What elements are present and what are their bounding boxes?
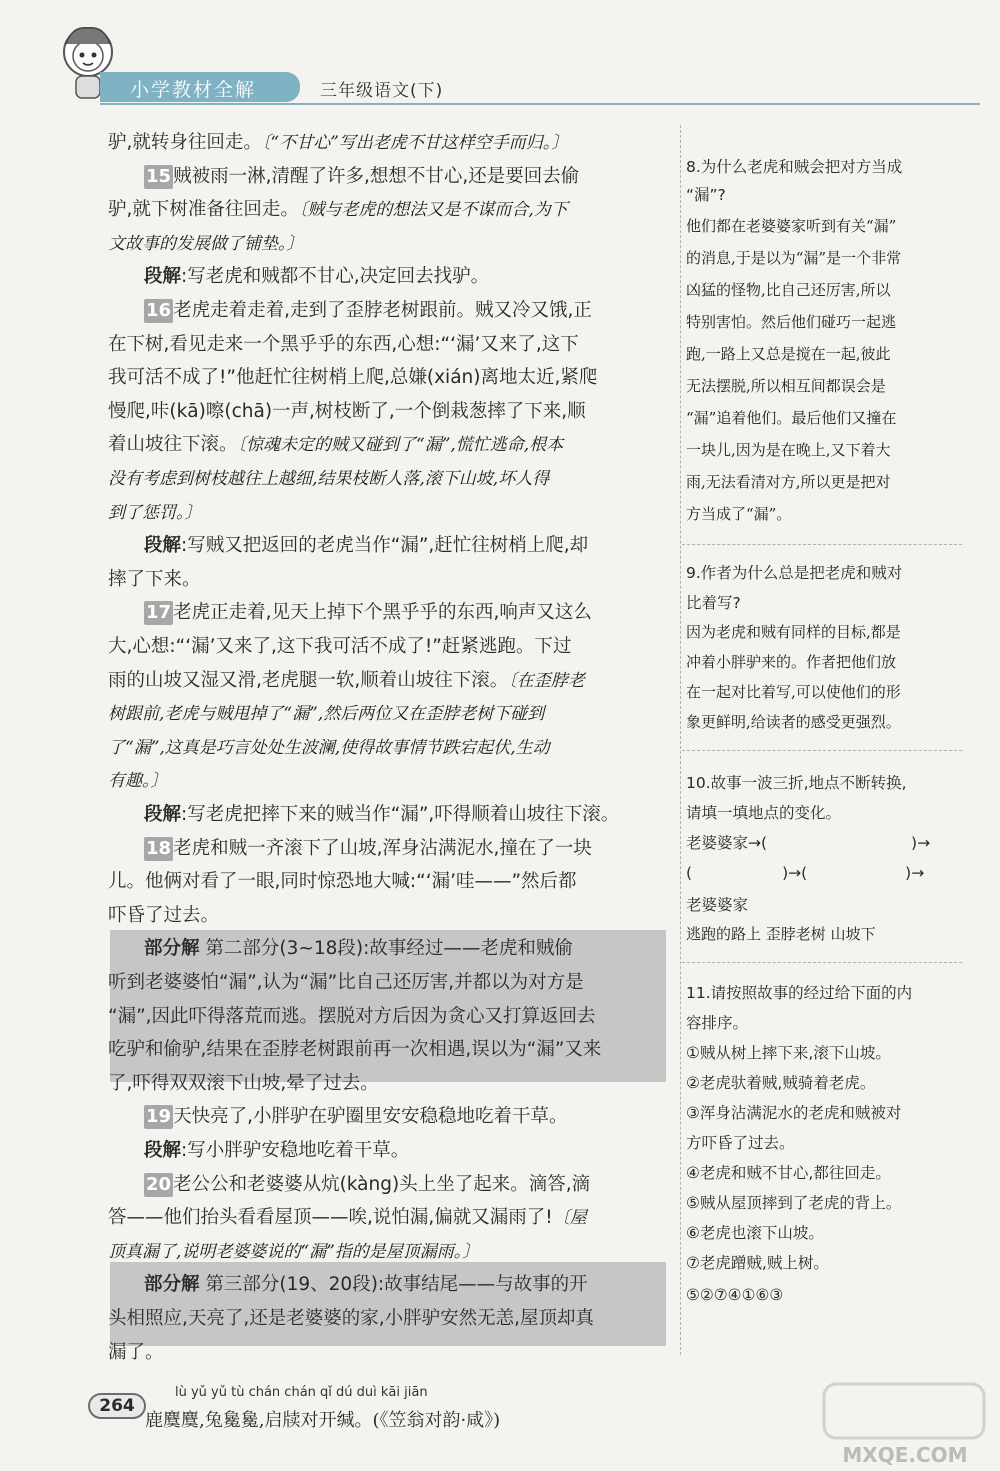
text-line [108,630,571,664]
q11-item: ⑦老虎蹭贼,贼上树。 [686,1254,829,1272]
text-line [108,1235,479,1269]
text-line [108,697,544,731]
annotation-text: 〔在歪脖老 [508,670,585,691]
a8-line: 一块儿,因为是在晚上,又下着大 [686,441,891,459]
q11-item: ④老虎和贼不甘心,都往回走。 [686,1164,891,1182]
text-line [108,160,579,194]
text-line [108,865,577,899]
q11-line-1: 11.请按照故事的经过给下面的内 [686,984,913,1002]
book-title: 小学教材全解 [130,79,257,101]
book-title-band [100,72,300,102]
body-text: 驴,就下树准备往回走。 [108,199,299,221]
a9-line: 因为老虎和贼有同样的目标,都是 [686,623,901,641]
text-line [108,227,304,261]
text-line [108,798,619,832]
paragraph-number: 17 [146,602,172,624]
body-text: 吓昏了过去。 [108,904,220,926]
paragraph-number: 15 [146,165,172,187]
body-text: :写小胖驴安稳地吃着干草。 [181,1140,410,1161]
body-text: 在下树,看见走来一个黑乎乎的东西,心想:“‘漏’又来了,这下 [108,333,579,355]
body-text: 听到老婆婆怕“漏”,认为“漏”比自己还厉害,并都以为对方是 [108,972,584,993]
a8-line: 的消息,于是以为“漏”是一个非常 [686,249,902,267]
q8-line-2: “漏”? [686,186,726,204]
answer-divider [682,750,962,751]
text-line [108,1134,409,1168]
text-line [108,1168,590,1202]
section-label: 部分解 [144,1274,200,1296]
a8-line: 雨,无法看清对方,所以更是把对 [686,473,891,491]
body-text: 老虎正走着,见天上掉下个黑乎乎的东西,响声又这么 [173,602,592,624]
body-text: 吃驴和偷驴,结果在歪脖老树跟前再一次相遇,误以为“漏”又来 [108,1039,602,1061]
a11-answer: ⑤②⑦④①⑥③ [686,1286,784,1304]
text-line [108,664,585,698]
text-line [108,1000,596,1034]
paragraph-number: 16 [146,300,172,321]
q11-item: ⑥老虎也滚下山坡。 [686,1224,824,1242]
text-line [108,126,568,160]
annotation-text: 〔惊魂未定的贼又碰到了“漏”,慌忙逃命,根本 [237,435,564,456]
a9-line: 冲着小胖驴来的。作者把他们放 [686,653,897,671]
body-text: 老公公和老婆婆从炕(kàng)头上坐了起来。滴答,滴 [173,1173,591,1195]
body-text: 慢爬,咔(kā)嚓(chā)一声,树枝断了,一个倒栽葱摔了下来,顺 [108,400,586,422]
text-line [108,596,592,630]
body-text: 雨的山坡又湿又滑,老虎腿一软,顺着山坡往下滚。 [108,669,509,691]
footer-couplet: 鹿麌麌,兔毚毚,启牍对开缄。(《笠翁对韵·咸》) [145,1410,501,1431]
page-header [0,0,1000,120]
a9-line: 在一起对比着写,可以使他们的形 [686,683,901,701]
annotation-text: 树跟前,老虎与贼甩掉了“漏”,然后两位又在歪脖老树下碰到 [108,704,545,725]
body-text: 答——他们抬头看看屋顶——唉,说怕漏,偏就又漏雨了! [108,1207,553,1229]
text-line [108,328,579,362]
q10-line-2: 请填一填地点的变化。 [686,804,842,822]
a10-answer: 逃跑的路上 歪脖老树 山坡下 [686,925,876,943]
text-line [108,1067,379,1101]
footer-pinyin: lù yǔ yǔ tù chán chán qǐ dú duì kāi jiān [175,1385,428,1400]
text-line [108,832,592,866]
text-line [108,563,201,597]
text-line [108,361,597,395]
answer-divider [682,962,962,963]
body-text: 老虎和贼一齐滚下了山坡,浑身沾满泥水,撞在了一块 [173,837,592,859]
q11-item: 方吓昏了过去。 [686,1134,795,1152]
annotation-text: 〔“不甘心”写出老虎不甘这样空手而归。〕 [261,133,569,153]
annotation-text: 没有考虑到树枝越往上越细,结果枝断人落,滚下山坡,坏人得 [108,469,550,489]
a8-line: 凶猛的怪物,比自己还厉害,所以 [686,281,891,299]
annotation-text: 到了惩罚。〕 [108,502,202,523]
q11-line-2: 容排序。 [686,1014,749,1032]
text-line [108,1336,164,1370]
watermark-logo [820,1380,990,1468]
text-line [108,1033,601,1067]
text-line [108,1302,594,1336]
page-number: 264 [88,1393,146,1419]
text-line [108,764,168,798]
a8-line: 方当成了“漏”。 [686,505,792,523]
q11-item: ③浑身沾满泥水的老虎和贼被对 [686,1104,902,1122]
body-text: 老虎走着走着,走到了歪脖老树跟前。贼又冷又饿,正 [173,300,592,321]
text-line [108,731,550,765]
body-text: :写贼又把返回的老虎当作“漏”,赶忙往树梢上爬,却 [181,535,589,557]
q10-fill-2: ( )→( )→ [686,864,925,882]
q9-line-2: 比着写? [686,594,741,612]
body-text: 大,心想:“‘漏’又来了,这下我可活不成了!”赶紧逃跑。下过 [108,636,572,657]
annotation-text: 顶真漏了,说明老婆婆说的“漏”指的是屋顶漏雨。〕 [108,1241,480,1262]
section-label: 段解 [144,1140,182,1161]
text-line [108,260,489,294]
a8-line: “漏”追着他们。最后他们又撞在 [686,409,897,427]
body-text: :写老虎和贼都不甘心,决定回去找驴。 [181,266,490,288]
text-line [108,294,592,328]
section-label: 段解 [144,535,182,557]
section-label: 段解 [144,266,182,288]
body-text: 天快亮了,小胖驴在驴圈里安安稳稳地吃着干草。 [173,1106,568,1128]
paragraph-number: 20 [146,1173,172,1195]
text-line [108,193,568,227]
paragraph-number: 18 [146,837,172,859]
header-subtitle: 三年级语文(下) [320,81,444,101]
body-text: 了,吓得双双滚下山坡,晕了过去。 [108,1072,379,1094]
body-text: 第二部分(3~18段):故事经过——老虎和贼偷 [199,938,573,960]
a8-line: 无法摆脱,所以相互间都误会是 [686,377,886,395]
body-text: 儿。他俩对看了一眼,同时惊恐地大喊:“‘漏’哇——”然后都 [108,871,577,893]
header-rule [100,103,980,105]
paragraph-number: 19 [146,1106,172,1128]
body-text: :写老虎把摔下来的贼当作“漏”,吓得顺着山坡往下滚。 [181,804,620,825]
body-text: 第三部分(19、20段):故事结尾——与故事的开 [199,1274,588,1296]
body-text: 驴,就转身往回走。 [108,132,262,153]
body-text: 摔了下来。 [108,568,201,590]
text-line [108,899,219,933]
body-text: 贼被雨一淋,清醒了许多,想想不甘心,还是要回去偷 [173,165,580,187]
column-divider [680,125,681,1355]
annotation-text: 〔屋 [552,1208,587,1229]
body-text: 漏了。 [108,1341,164,1363]
body-text: “漏”,因此吓得落荒而逃。摆脱对方后因为贪心又打算返回去 [108,1005,596,1027]
text-line [108,1100,567,1134]
a8-line: 他们都在老婆婆家听到有关“漏” [686,217,897,235]
section-label: 段解 [144,804,182,825]
a9-line: 象更鲜明,给读者的感受更强烈。 [686,713,901,731]
q8-line-1: 8.为什么老虎和贼会把对方当成 [686,158,903,176]
text-line [108,428,563,462]
text-line [108,932,573,966]
q9-line-1: 9.作者为什么总是把老虎和贼对 [686,564,903,582]
annotation-text: 〔贼与老虎的想法又是不谋而合,为下 [298,200,568,221]
q11-item: ⑤贼从屋顶摔到了老虎的背上。 [686,1194,902,1212]
text-line [108,529,588,563]
q10-fill-1: 老婆婆家→( )→ [686,834,931,852]
a8-line: 特别害怕。然后他们碰巧一起逃 [686,313,897,331]
answer-divider [682,544,962,545]
text-line [108,1201,587,1235]
q11-item: ②老虎驮着贼,贼骑着老虎。 [686,1074,876,1092]
q10-end-place: 老婆婆家 [686,896,749,914]
text-line [108,496,202,530]
body-text: 着山坡往下滚。 [108,434,238,456]
text-line [108,966,584,1000]
text-line [108,395,586,429]
text-line [108,1268,588,1302]
a8-line: 跑,一路上又总是搅在一起,彼此 [686,345,891,363]
watermark-text: MXQE.COM [842,1443,968,1467]
body-text: 头相照应,天亮了,还是老婆婆的家,小胖驴安然无恙,屋顶却真 [108,1308,595,1329]
annotation-text: 有趣。〕 [108,771,168,792]
q11-item: ①贼从树上摔下来,滚下山坡。 [686,1044,891,1062]
annotation-text: 了“漏”,这真是巧言处处生波澜,使得故事情节跌宕起伏,生动 [108,737,550,758]
q10-line-1: 10.故事一波三折,地点不断转换, [686,774,907,792]
body-text: 我可活不成了!”他赶忙往树梢上爬,总嫌(xián)离地太近,紧爬 [108,367,598,389]
section-label: 部分解 [144,938,200,960]
annotation-text: 文故事的发展做了铺垫。〕 [108,233,304,254]
text-line [108,462,549,496]
